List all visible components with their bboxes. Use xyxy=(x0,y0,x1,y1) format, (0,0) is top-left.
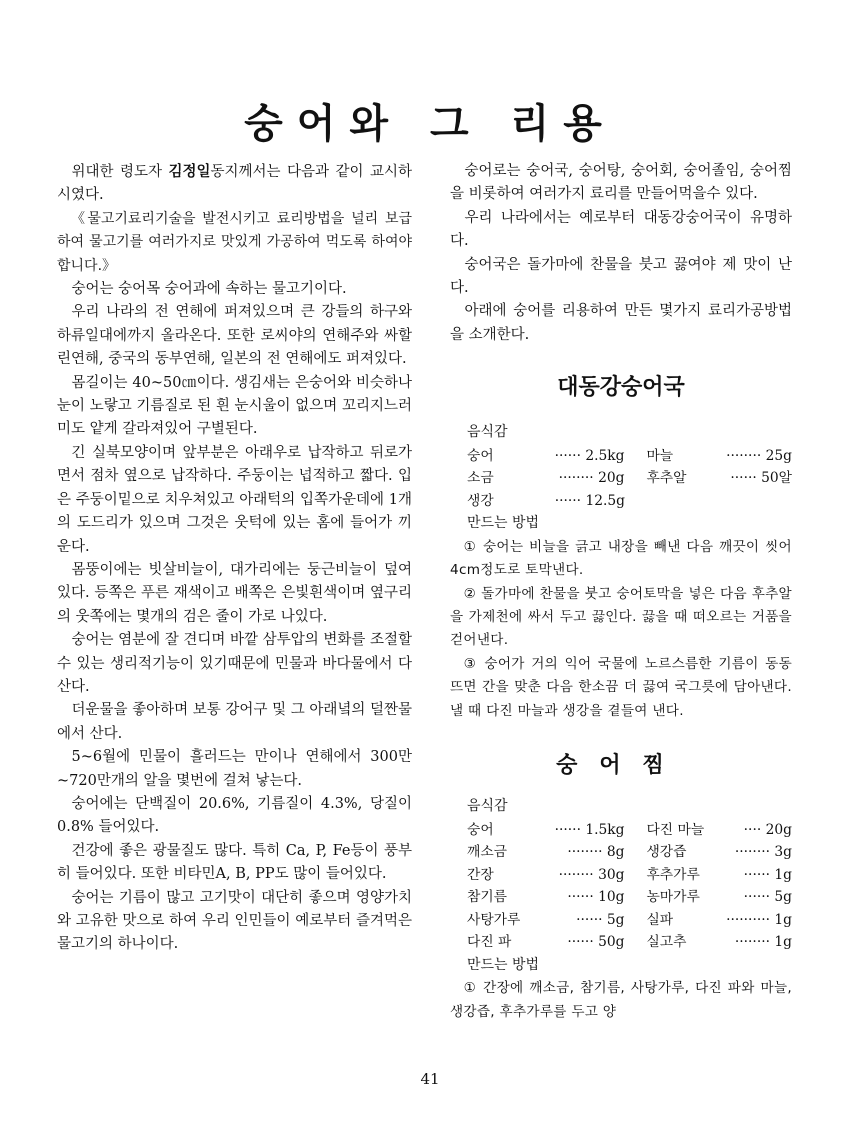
ingredient-qty: ······ 2.5kg xyxy=(554,447,625,464)
ingredient-qty: ···· 20g xyxy=(743,821,792,838)
ingredient-name: 생강즙 xyxy=(646,844,687,861)
ingredient-name: 참기름 xyxy=(467,889,507,906)
ingredient-item xyxy=(646,819,792,842)
ingredient-item xyxy=(467,931,624,954)
body-paragraph: 더운물을 좋아하며 보통 강어구 및 그 아래녘의 덜짠물에서 산다. xyxy=(57,702,412,742)
ingredient-row xyxy=(467,841,792,864)
body-paragraph: 우리 나라에서는 예로부터 대동강숭어국이 유명하다. xyxy=(450,209,792,250)
ingredient-qty: ······ 1.5kg xyxy=(554,821,625,838)
method-step: ② 돌가마에 찬물을 붓고 숭어토막을 넣은 다음 후추알을 가제천에 싸서 두고 끓인다. 끓을 때 떠오르는 거품을 걷어낸다. xyxy=(450,585,792,649)
body-paragraph: 숭어국은 돌가마에 찬물을 붓고 끓여야 제 맛이 난다. xyxy=(450,256,792,297)
ingredient-item xyxy=(646,886,792,909)
ingredient-name: 생강 xyxy=(467,492,494,509)
ingredient-qty: ······ 50알 xyxy=(730,470,792,487)
recipe-title-soup: 대동강숭어국 xyxy=(557,375,685,401)
ingredient-item xyxy=(467,864,624,887)
ingredient-qty: ········ 30g xyxy=(558,866,625,883)
ingredient-row xyxy=(467,931,792,954)
intro-text: 위대한 령도자 xyxy=(71,164,169,180)
ingredient-qty: ······ 12.5g xyxy=(554,492,625,509)
ingredient-row xyxy=(467,490,792,513)
quote-paragraph: 《물고기료리기술을 발전시키고 료리방법을 널리 보급하여 물고기를 여러가지로 맛있게 가공하여 먹도록 하여야 합니다.》 xyxy=(57,210,412,274)
body-paragraph: 긴 실북모양이며 앞부분은 아래우로 납작하고 뒤로가면서 점차 옆으로 납작하다. 주둥이는 넙적하고 짧다. 입은 주둥이밑으로 치우쳐있고 아래턱의 입쪽가운데에 1개의 도드리가 있으며 그것은 웃턱에 있는 홈에 들어가 끼운다. xyxy=(57,444,412,555)
ingredient-qty: ······ 5g xyxy=(743,889,792,906)
body-paragraph: 숭어로는 숭어국, 숭어탕, 숭어회, 숭어졸임, 숭어찜을 비롯하여 여러가지 료리를 만들어먹을수 있다. xyxy=(450,163,792,203)
body-paragraph: 숭어는 숭어목 숭어과에 속하는 물고기이다. xyxy=(71,281,347,298)
ingredients-label: 음식감 xyxy=(467,424,508,441)
ingredient-name: 실파 xyxy=(646,911,674,928)
body-paragraph: 숭어에는 단백질이 20.6%, 기름질이 4.3%, 당질이 0.8% 들어있다. xyxy=(57,795,412,836)
ingredient-qty: ········ 20g xyxy=(558,470,625,487)
method-label: 만드는 방법 xyxy=(467,957,540,974)
ingredient-item xyxy=(467,445,624,468)
body-paragraph: 숭어는 기름이 많고 고기맛이 대단히 좋으며 영양가치와 고유한 맛으로 하여 우리 인민들이 예로부터 즐겨먹은 물고기의 하나이다. xyxy=(57,889,412,953)
ingredient-name: 마늘 xyxy=(646,447,674,464)
ingredient-item xyxy=(646,445,792,468)
ingredient-name: 사탕가루 xyxy=(467,911,521,928)
ingredient-qty: ········ 8g xyxy=(567,844,625,861)
ingredients-list xyxy=(467,819,792,955)
ingredient-name: 후추알 xyxy=(646,470,687,487)
method-label: 만드는 방법 xyxy=(467,515,540,532)
ingredient-item xyxy=(467,909,624,932)
recipe-title-steamed: 숭어찜 xyxy=(556,753,686,779)
ingredient-qty: ········ 1g xyxy=(734,934,792,951)
body-paragraph: 아래에 숭어를 리용하여 만든 몇가지 료리가공방법을 소개한다. xyxy=(450,303,792,343)
ingredients-label: 음식감 xyxy=(467,798,508,815)
body-paragraph: 5~6월에 민물이 흘러드는 만이나 연해에서 300만~720만개의 알을 몇번에 걸쳐 낳는다. xyxy=(57,749,412,789)
ingredient-name: 다진 파 xyxy=(467,934,512,951)
ingredient-item xyxy=(646,931,792,954)
ingredient-row xyxy=(467,467,792,490)
ingredient-item xyxy=(467,886,624,909)
ingredient-qty: ······ 50g xyxy=(567,934,625,951)
ingredient-item xyxy=(646,864,792,887)
ingredient-row xyxy=(467,886,792,909)
ingredient-qty: ······ 1g xyxy=(743,866,792,883)
method-step: ③ 숭어가 거의 익어 국물에 노르스름한 기름이 동동 뜨면 간을 맞춘 다음 한소끔 더 끓여 국그릇에 담아낸다. 낼 때 다진 마늘과 생강을 곁들여 낸다. xyxy=(450,655,792,719)
body-paragraph: 숭어는 염분에 잘 견디며 바깥 삼투압의 변화를 조절할수 있는 생리적기능이 있기때문에 민물과 바다물에서 다 산다. xyxy=(57,632,412,695)
right-column xyxy=(450,160,792,1024)
ingredient-item xyxy=(646,909,792,932)
intro-paragraph xyxy=(57,160,412,208)
ingredient-name: 후추가루 xyxy=(646,866,700,883)
ingredients-list xyxy=(467,445,792,513)
article-title: 숭어와 그 리용 xyxy=(244,101,616,147)
ingredient-item xyxy=(467,819,624,842)
body-paragraph: 몸뚱이에는 빗살비늘이, 대가리에는 둥근비늘이 덮여있다. 등쪽은 푸른 재색이고 배쪽은 은빛흰색이며 옆구리의 웃쪽에는 몇개의 검은 줄이 가로 나있다. xyxy=(57,561,412,625)
body-paragraph: 몸길이는 40~50㎝이다. 생김새는 은숭어와 비슷하나 눈이 노랗고 기름질로 된 흰 눈시울이 없으며 꼬리지느러미도 얕게 갈라져있어 구별된다. xyxy=(57,374,412,438)
ingredient-qty: ······ 10g xyxy=(567,889,625,906)
ingredient-name: 소금 xyxy=(467,470,494,487)
ingredient-item xyxy=(467,841,624,864)
page-number: 41 xyxy=(420,1070,440,1088)
ingredient-row xyxy=(467,445,792,468)
leader-name: 김정일 xyxy=(168,163,211,180)
ingredient-row xyxy=(467,909,792,932)
left-column xyxy=(57,160,412,957)
method-step: ① 숭어는 비늘을 긁고 내장을 빼낸 다음 깨끗이 씻어 4cm정도로 토막낸다. xyxy=(450,538,792,579)
ingredient-name: 숭어 xyxy=(467,821,494,838)
ingredient-name: 숭어 xyxy=(467,447,494,464)
method-step: ① 간장에 깨소금, 참기름, 사탕가루, 다진 파와 마늘, 생강즙, 후추가루를 두고 양 xyxy=(450,980,792,1020)
ingredient-name: 실고추 xyxy=(646,934,687,951)
ingredient-name: 다진 마늘 xyxy=(646,821,705,838)
ingredient-qty: ·········· 1g xyxy=(726,911,792,928)
body-paragraph: 건강에 좋은 광물질도 많다. 특히 Ca, P, Fe등이 풍부히 들어있다. 또한 비타민A, B, PP도 많이 들어있다. xyxy=(57,842,412,883)
ingredient-name: 깨소금 xyxy=(467,844,507,861)
ingredient-row xyxy=(467,819,792,842)
ingredient-item xyxy=(467,490,625,513)
ingredient-row xyxy=(467,864,792,887)
ingredient-item xyxy=(646,467,792,490)
ingredient-qty: ······ 5g xyxy=(576,911,625,928)
ingredient-qty: ········ 25g xyxy=(726,447,792,464)
intro-text-end: 동지께서는 다음과 같이 교시하시였다. xyxy=(57,164,413,204)
ingredient-item xyxy=(467,467,624,490)
ingredient-item xyxy=(646,841,792,864)
ingredient-name: 간장 xyxy=(467,866,494,883)
ingredient-name: 농마가루 xyxy=(646,889,700,906)
body-paragraph: 우리 나라의 전 연해에 퍼져있으며 큰 강들의 하구와 하류일대에까지 올라온다. 또한 로씨야의 연해주와 싸할린연해, 중국의 동부연해, 일본의 전 연해에도 퍼져있다. xyxy=(57,304,412,368)
ingredient-qty: ········ 3g xyxy=(734,844,792,861)
